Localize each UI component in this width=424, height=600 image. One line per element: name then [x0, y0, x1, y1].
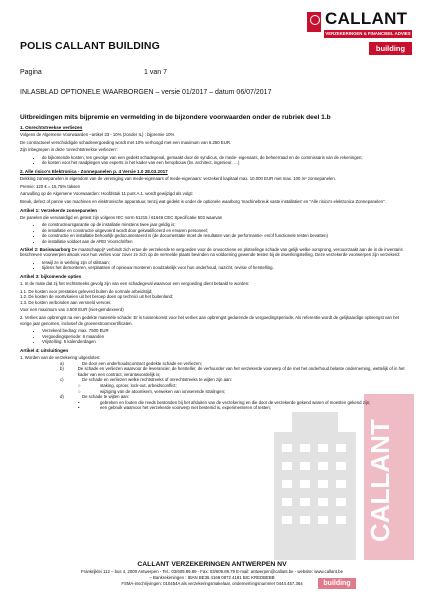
- logo-brand: CALLANT: [325, 9, 408, 28]
- inlasblad-line: INLASBLAD OPTIONELE WAARBORGEN – versie 01/2017 – datum 06/07/2017: [20, 89, 272, 96]
- list-item: • de constructeursgarantie op de installatie minstens twee jaar geldig is;: [42, 222, 410, 228]
- list-item: • de installatie voldoet aan de AREI Voorschriften: [42, 239, 410, 245]
- building-watermark-icon: [268, 392, 420, 560]
- footer-company: CALLANT VERZEKERINGEN ANTWERPEN NV: [137, 561, 287, 568]
- list-item: • Vrijstelling: 5 kalenderdagen: [42, 339, 410, 345]
- a2-block: [20, 247, 410, 258]
- logo-building: building: [369, 42, 412, 55]
- watermark-building: building: [318, 578, 356, 589]
- s2-title: 2. Alle risico's Elektronica - Zonnepanelen p. 4 Versie 1.0 28.03.2017: [20, 169, 168, 175]
- a3-p3: 2. Verlies aan opbrengst na een gedekte materiële schade: Er is tussenkomst voor het verlies aan opbrengst gedurende de vergoedingsperiode. Als referentie wordt de gelijkaardige opbrengst van het vorige jaar genomen, inclusief de groenestroomcertificaten.: [20, 315, 400, 326]
- page-title: POLIS CALLANT BUILDING: [20, 40, 160, 52]
- a1-list: [20, 222, 410, 244]
- a2-p1: De maatschappij* verbindt zich ertoe de verzekerde te vergoeden voor de onvoorziene en plotselinge schade van gelijk welke oorsprong, verooorzaakt aan de in de inventaris beschreven voorwerpen alsook voor hun verlies voor zover ze zich op de vermelde plaats bevinden na voldoening gewende testen bij de inwerkingstelling. Deze verzekerde voorwerpen zijn verzekerd:: [20, 246, 403, 258]
- a4-item-b: b) De schade en verliezen waarvoor de leverancier, de hersteller, de verhuurder van het verzekerde voorwerp of de met het onderhoud belaste onderneming, wettelijk of in het kader van een contract, verantwoordelijk is;: [60, 366, 405, 377]
- s2-p4: Breuk, defect of panne van machines en elektronische apparatuur, tenzij wat gedekt is onder de optionele waarborg 'machinebreuk vaste installaties' en "Alle risico's elektronica Zonnepanelen".: [20, 198, 386, 204]
- a3-title: Artikel 3: bijkomende opties: [20, 273, 82, 279]
- document-body: [20, 114, 410, 411]
- a3-p2: Voor een maximum van 2.500 EUR (niet-geïndexeerd): [20, 307, 124, 313]
- a4-item-a: a) De door een onderhoudscontract gedekte schade en verliezen;: [60, 360, 202, 366]
- a3-r3: 1.3. De kosten verbonden aan versneld vervoer.: [20, 299, 112, 305]
- watermark-brand: CALLANT: [365, 419, 395, 542]
- footer-fsma: FSMA-inschrijvingen: 010454A als verzekeringsmakelaar, ondernemingsnummer 0444.457.364: [121, 581, 303, 587]
- s1-p2: De contractueel verschuldigde schadevergoeding wordt met 10% verhoogd met een maximum van 6.250 EUR.: [20, 139, 232, 145]
- list-item: • de bijkomende kosten, ten gevolge van een gedekt schadegeval, gemaakt door de syndicus, de mede- eigenaars, de beheerraad en de commissaris van de rekeningen;: [42, 155, 410, 161]
- a3-r1: 1.1. De kosten voor prestaties geleverd buiten de normale arbeidstijd;: [20, 288, 153, 294]
- callant-logo: [307, 8, 415, 60]
- s2-p2: Premie: 120 € = 15,75% taksen: [20, 183, 81, 189]
- a4-item-c2: ○ wijziging van de atoomkern, verweken van ioniserende stralingen;: [78, 388, 226, 394]
- a3-p1: 1. In de mate dat zij het rechtstreeks gevolg zijn van een schadegeval waarvoor een vergoeding dient betaald te worden:: [20, 281, 250, 287]
- s1-p1: Volgens de Algemene Voorwaarden –artikel 33 - 10% (zonder IL) ; bijpremie 10%: [20, 132, 175, 138]
- a1-title: Artikel 1: Verzekerde zonnepanelen: [20, 207, 98, 213]
- list-item: • de constructie en installatie behoorlijk gedocumenteerd is (de documentatie moet de resultaten van de performantie- en/of functionele testen bevatten): [42, 233, 410, 239]
- s1-title: 1. Onrechtstreekse verliezen: [20, 125, 83, 130]
- list-item: • Vergoedingsperiode: 6 maanden: [42, 334, 410, 340]
- a4-item-d: d) De schade te wijten aan:: [60, 394, 130, 400]
- a2-list: [20, 260, 410, 271]
- list-item: • de kosten voor het raadplegen van experts in het kader van een heropbouw (bv. architect, ingenieur, …): [42, 160, 410, 166]
- logo-tagline: VERZEKERINGEN & FINANCIEEL ADVIES: [325, 31, 411, 36]
- a2-title: Artikel 2: Basiswaarborg: [20, 246, 71, 252]
- s2-p3: Aanvulling op de Algemene Voorwaarden: Hoofdstuk 11 punt A.1. wordt gewijzigd als volgt:: [20, 191, 193, 197]
- a4-item-d2: • een gebruik waarvoor het verzekerde voorwerp niet bestemd is, experimenteren of testen;: [78, 405, 272, 411]
- list-item: • Verzekerd bedrag: max. 7500 EUR: [42, 328, 410, 334]
- s1-p3: Zijn inbegrepen in deze 'onrechtstreekse verliezen':: [20, 147, 118, 153]
- callant-logo-icon: [307, 12, 321, 32]
- list-item: • de installatie en constructie uitgevoerd wordt door gekwalificeerd en ervaren personeel;: [42, 228, 410, 234]
- section-heading: Uitbreidingen mits bijpremie en vermelding in de bijzondere voorwaarden onder de rubriek deel 1.b: [20, 114, 331, 121]
- a4-p1: 1. Worden van de verzekering uitgesloten:: [20, 355, 101, 361]
- list-item: • terwijl ze in werking zijn of stilstaan;: [42, 260, 410, 266]
- a4-title: Artikel 4: uitsluitingen: [20, 348, 69, 353]
- footer-bank: – Bankrekeningen : IBAN BE36 4169 0872 4181 BIC KREDBEBB: [149, 575, 275, 581]
- a4-item-c: c) De schade en verliezen welke rechtstreeks of onrechtstreeks te wijten zijn aan:: [60, 377, 232, 383]
- footer-address: Frankrijklei 112 – bus 4, 2000 Antwerpen - Tel.: 03/609.89.89 - Fax: 03/609.89.79 E-mail: antwerpen@callant.be - website: www.callant.be: [81, 569, 343, 574]
- a3-list: [20, 328, 410, 345]
- a3-r2: 1.2. De kosten de voortvloeien uit het beroep doen op technici uit het buitenland;: [20, 294, 174, 300]
- pagina-label: Pagina: [20, 69, 42, 76]
- s2-p1: Dekking zonnepanelen in eigendom van de vereniging van mede-eigenaars of mede-eigenaars: verzekerd kapitaal max. 10.000 EUR met max. 100 m² zonnepanelen.: [20, 176, 337, 182]
- a4-item-c1: ○ staking, oproer, lock-out, arbeidsconflict;: [78, 383, 177, 389]
- list-item: • tijdens het demonteren, verplaatsen of opnieuw monteren noodzakelijk voor hun onderhoud, nazicht, revisie of herstelling.: [42, 265, 410, 271]
- s1-list: [20, 155, 410, 166]
- a4-item-d1: • gebreken en fouten die reeds bestonden bij het afsluiten van de verzekering en die door de verzekerde gekend waren of moesten gekend zijn;: [78, 399, 371, 405]
- pagina-value: 1 van 7: [144, 69, 167, 76]
- a1-p1: De panelen die vervaardigd en getest zijn volgens IEC norm 61215 / 61646 CEC Specificatie 503 waarvan: [20, 214, 223, 220]
- footer: [0, 560, 424, 588]
